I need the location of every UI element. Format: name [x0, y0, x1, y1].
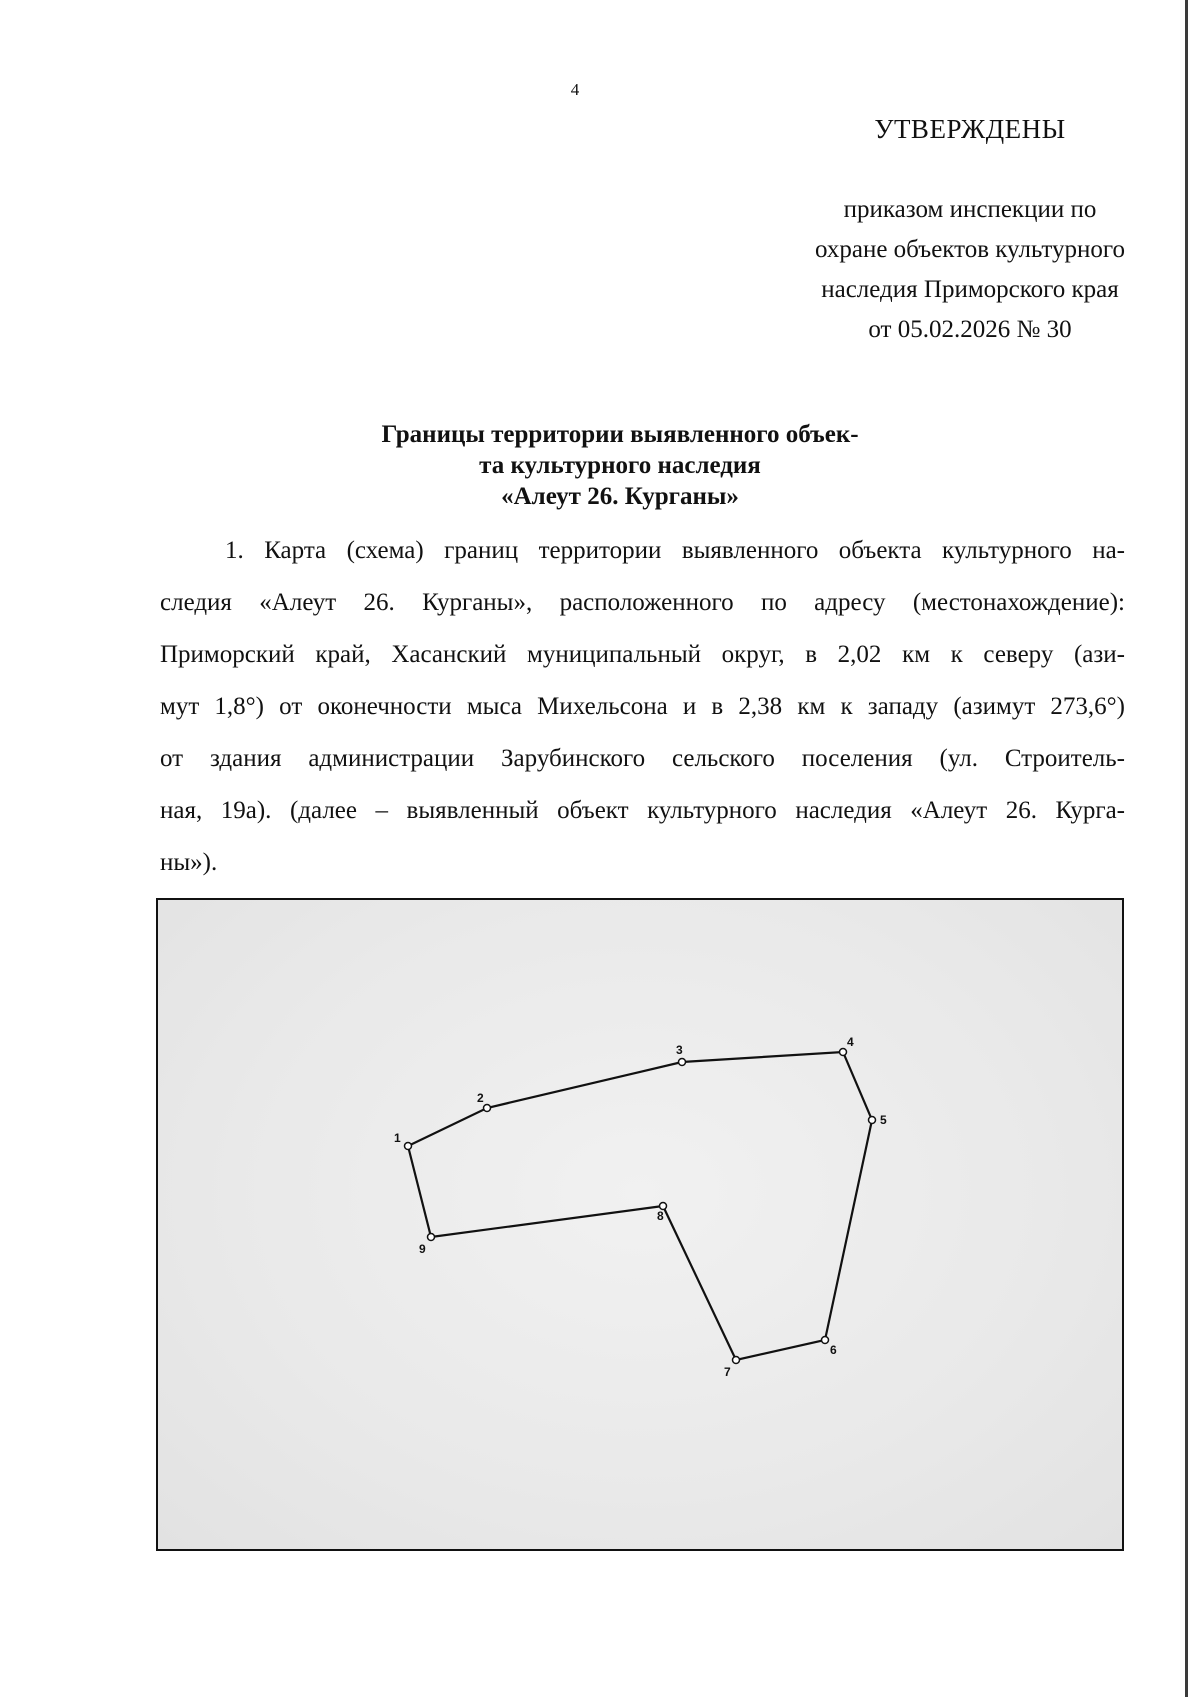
title-line: Границы территории выявленного объек- — [381, 421, 859, 448]
paragraph-line: ная, 19а). (далее – выявленный объект культурного наследия «Алеут 26. Курга- — [160, 797, 1125, 824]
boundary-point — [840, 1049, 847, 1056]
approval-heading: УТВЕРЖДЕНЫ — [874, 114, 1066, 144]
document-title — [240, 419, 1000, 512]
title-line: та культурного наследия — [479, 452, 761, 479]
approval-line: охране объектов культурного — [814, 236, 1125, 263]
boundary-point-label: 5 — [880, 1113, 887, 1127]
boundary-point — [869, 1117, 876, 1124]
boundary-point-label: 8 — [657, 1209, 664, 1223]
approval-order-block — [780, 190, 1160, 350]
page-number: 4 — [570, 80, 580, 99]
boundary-map-svg — [158, 900, 1122, 1549]
paragraph-line: мут 1,8°) от оконечности мыса Михельсона и в 2,38 км к западу (азимут 273,6°) — [160, 693, 1125, 720]
boundary-point — [428, 1234, 435, 1241]
paragraph-line: от здания администрации Зарубинского сельского поселения (ул. Строитель- — [160, 745, 1125, 772]
boundary-map — [156, 898, 1124, 1551]
boundary-point-label: 7 — [724, 1365, 731, 1379]
boundary-point-label: 9 — [419, 1242, 426, 1256]
page-edge-shadow — [1185, 0, 1188, 1697]
paragraph-1 — [160, 525, 1125, 889]
approval-line: от 05.02.2026 № 30 — [868, 316, 1072, 343]
paragraph-line: 1. Карта (схема) границ территории выявленного объекта культурного на- — [225, 537, 1125, 564]
boundary-point-label: 1 — [394, 1131, 401, 1145]
boundary-point — [484, 1105, 491, 1112]
boundary-point — [679, 1059, 686, 1066]
boundary-point-label: 2 — [477, 1091, 484, 1105]
paragraph-line: следия «Алеут 26. Курганы», расположенного по адресу (местонахождение): — [160, 589, 1125, 616]
approval-line: наследия Приморского края — [821, 276, 1119, 303]
boundary-point — [822, 1337, 829, 1344]
paragraph-line: Приморский край, Хасанский муниципальный округ, в 2,02 км к северу (ази- — [160, 641, 1125, 668]
boundary-point-label: 3 — [676, 1043, 683, 1057]
title-line: «Алеут 26. Курганы» — [501, 483, 739, 510]
approval-line: приказом инспекции по — [843, 196, 1097, 223]
boundary-point — [733, 1357, 740, 1364]
boundary-point-label: 6 — [830, 1343, 837, 1357]
boundary-point — [405, 1143, 412, 1150]
paragraph-line: ны»). — [160, 849, 218, 876]
boundary-point-label: 4 — [847, 1035, 854, 1049]
